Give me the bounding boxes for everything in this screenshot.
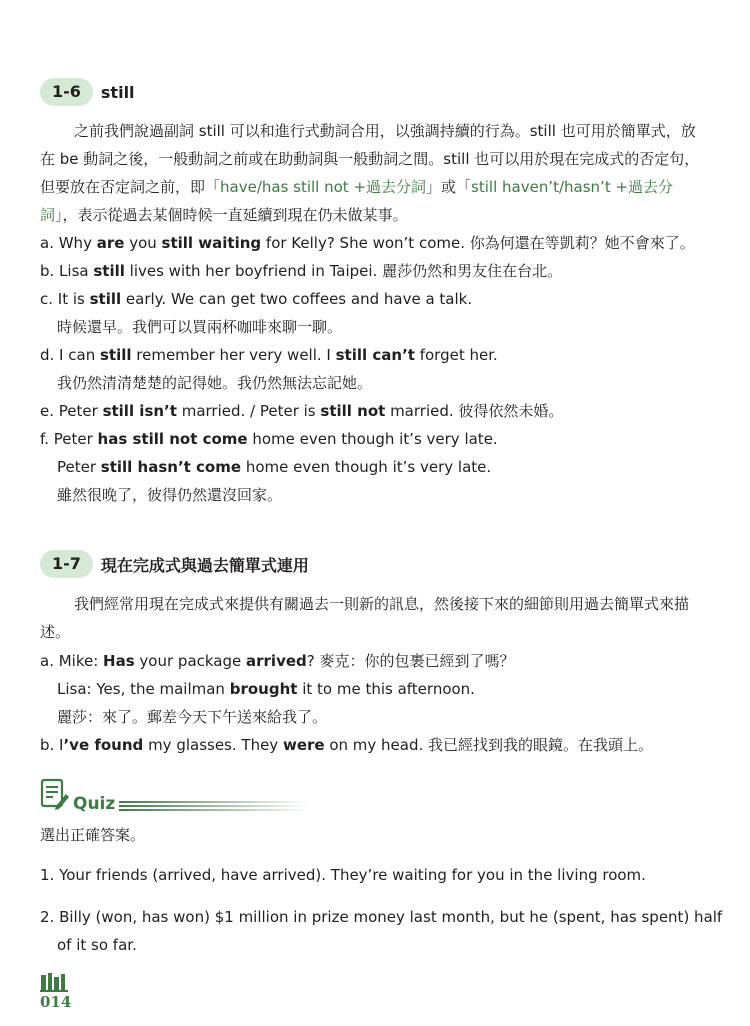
quiz-heading xyxy=(40,778,309,814)
example-e: e. Peter still isn’t married. / Peter is still not married. 彼得依然未婚。 xyxy=(40,402,564,420)
quiz-question-2: 2. Billy (won, has won) $1 million in prize money last month, but he (spent, has spent) half xyxy=(40,908,723,926)
section-1-6-heading xyxy=(40,78,135,106)
example-b: b. I’ve found my glasses. They were on my head. 我已經找到我的眼鏡。在我頭上。 xyxy=(40,736,654,754)
page-number: 014 xyxy=(40,993,72,1011)
section-title: 現在完成式與過去簡單式連用 xyxy=(100,555,309,575)
pattern-highlight: still haven’t/hasn’t +過去分詞 xyxy=(40,178,674,224)
example-f-line2: Peter still hasn’t come home even though it’s very late. xyxy=(57,458,492,476)
notepad-pencil-icon xyxy=(40,778,70,814)
example-f-translation: 雖然很晚了，彼得仍然還沒回家。 xyxy=(57,486,283,504)
example-a: a. Mike: Has your package arrived? 麥克：你的包裹已經到了嗎？ xyxy=(40,652,515,670)
example-d: d. I can still remember her very well. I still can’t forget her. xyxy=(40,346,498,364)
example-d-translation: 我仍然清清楚楚的記得她。我仍然無法忘記她。 xyxy=(57,374,373,392)
quiz-question-2-cont: of it so far. xyxy=(57,936,137,954)
quiz-question-1: 1. Your friends (arrived, have arrived). They’re waiting for you in the living room. xyxy=(40,866,646,884)
section-number-badge: 1-6 xyxy=(40,78,93,106)
quiz-label: Quiz xyxy=(73,794,116,814)
quiz-instruction: 選出正確答案。 xyxy=(40,826,146,844)
example-c-translation: 時候還早。我們可以買兩杯咖啡來聊一聊。 xyxy=(57,318,343,336)
section-1-7-heading xyxy=(40,550,309,578)
example-a-line2: Lisa: Yes, the mailman brought it to me this afternoon. xyxy=(57,680,475,698)
example-c: c. It is still early. We can get two coffees and have a talk. xyxy=(40,290,473,308)
example-a-translation: 麗莎：來了。郵差今天下午送來給我了。 xyxy=(57,708,328,726)
example-f: f. Peter has still not come home even though it’s very late. xyxy=(40,430,498,448)
section-number-badge: 1-7 xyxy=(40,550,93,578)
example-b: b. Lisa still lives with her boyfriend in Taipei. 麗莎仍然和男友住在台北。 xyxy=(40,262,563,280)
section-title: still xyxy=(100,82,135,102)
section-1-6-intro: 之前我們說過副詞 still 可以和進行式動詞合用，以強調持續的行為。still 也可用於簡單式，放在 be 動詞之後，一般動詞之前或在助動詞與一般動詞之間。still 也可以用於現在完成式的否定句，但要放在否定詞之前，即「have/has still not +過去分詞」或「still haven’t/hasn’t +過去分詞」，表示從過去某個時候一直延續到現在仍未做某事。 xyxy=(40,122,700,224)
pattern-highlight: have/has still not +過去分詞 xyxy=(220,178,427,196)
section-1-7-intro: 我們經常用現在完成式來提供有關過去一則新的訊息，然後接下來的細節則用過去簡單式來描述。 xyxy=(40,595,690,641)
example-a: a. Why are you still waiting for Kelly? She won’t come. 你為何還在等凱莉？她不會來了。 xyxy=(40,234,695,252)
quiz-rule xyxy=(119,799,309,811)
